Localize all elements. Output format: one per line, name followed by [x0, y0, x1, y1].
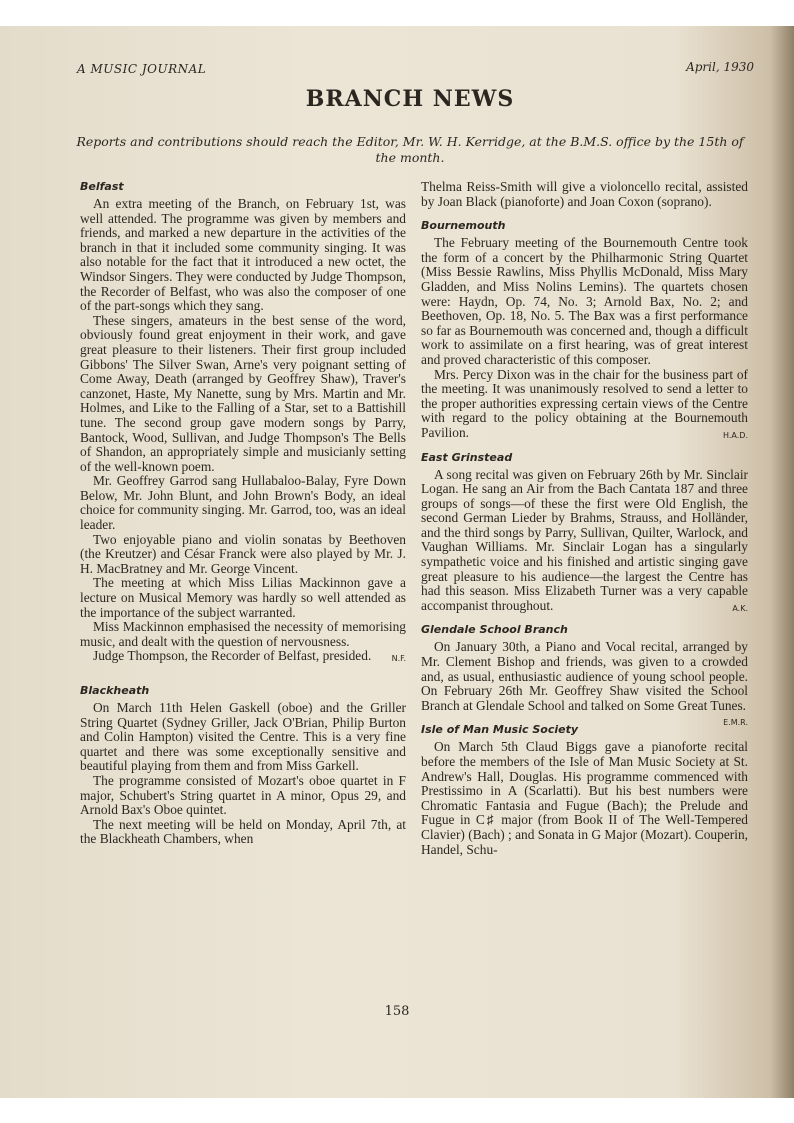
- issue-date: April, 1930: [686, 60, 754, 74]
- paragraph: Two enjoyable piano and violin sonatas by Beethoven (the Kreutzer) and César Franck were also played by Mr. J. H. MacBratney and Mr. George Vincent.: [80, 531, 406, 576]
- spacer: [421, 209, 748, 219]
- paragraph: On March 5th Claud Biggs gave a pianoforte recital before the members of the Isle of Man Music Society at St. Andrew's Hall, Douglas. His programme commenced with Prestissimo in A (Scarlatti). But his best numbers were Chromatic Fantasia and Fugue (Bach); the Prelude and Fugue in C♯ major (from Book II of The Well-Tempered Clavier) (Bach) ; and Sonata in G Major (Mozart). Couperin, Handel, Schu-: [421, 739, 748, 857]
- signature-initials: E.M.R.: [723, 718, 748, 728]
- section-heading-blackheath: Blackheath: [80, 684, 150, 697]
- signature-initials: A.K.: [732, 603, 748, 613]
- paragraph-text: Judge Thompson, the Recorder of Belfast, presided.: [93, 648, 372, 664]
- spacer: [421, 713, 748, 723]
- section-heading-bournemouth: Bournemouth: [421, 219, 506, 233]
- paragraph: Miss Mackinnon emphasised the necessity of memorising music, and dealt with the question of nervousness.: [80, 619, 406, 649]
- journal-name: A MUSIC JOURNAL: [77, 62, 207, 76]
- paragraph: [421, 639, 748, 728]
- column-left: [80, 180, 406, 847]
- section-heading-glendale: Glendale School Branch: [421, 623, 568, 637]
- paragraph: The February meeting of the Bournemouth Centre took the form of a concert by the Philharmonic String Quartet (Miss Bessie Rawlins, Miss Phyllis McDonald, Miss Mary Gladden, and Miss Nolins Lemins). The quartets chosen were: Haydn, Op. 74, No. 3; Arnold Bax, No. 2; and Beethoven, Op. 18, No. 5. The Bax was a first performance so far as Bournemouth was concerned and, though a difficult work to assimilate on a first hearing, was of great interest and proved characteristic of this composer.: [421, 235, 748, 367]
- section-heading-isle-of-man: Isle of Man Music Society: [421, 723, 579, 737]
- paragraph-text: A song recital was given on February 26th by Mr. Sinclair Logan. He sang an Air from the Bach Cantata 187 and three groups of songs—of these the first were Old English, the second German Lieder by Brahms, Strauss, and Holländer, and the third songs by Parry, Sullivan, Quilter, Warlock, and Vaughan Williams. Mr. Sinclair Logan has a singularly sympathetic voice and his finished and artistic singing gave great pleasure to his audience—the largest the Centre has had this season. Miss Elizabeth Turner was a very capable accompanist throughout.: [421, 466, 748, 613]
- section-heading-belfast: Belfast: [80, 180, 124, 193]
- editor-note: Reports and contributions should reach the Editor, Mr. W. H. Kerridge, at the B.M.S. office by the 15th of the month.: [76, 134, 744, 165]
- paragraph-text: Mrs. Percy Dixon was in the chair for the business part of the meeting. It was unanimously resolved to send a letter to the proper authorities expressing certain views of the Centre with regard to the policy obtaining at the Bournemouth Pavilion.: [421, 366, 748, 440]
- spacer: [80, 664, 406, 684]
- signature-initials: N.F.: [391, 654, 406, 664]
- signature-initials: H.A.D.: [723, 430, 748, 440]
- paragraph: These singers, amateurs in the best sense of the word, obviously found great enjoyment in their work, and gave great pleasure to their listeners. Their first group included Gibbons' The Silver Swan, Arne's very poignant setting of Come Away, Death (arranged by Geoffrey Shaw), Traver's canzonet, Haste, My Nanette, sung by Mrs. Martin and Mr. Holmes, and Like to the Falling of a Star, set to a Battishill tune. The second group gave modern songs by Parry, Bantock, Wood, Sullivan, and Judge Thompson's The Bells of Shandon, an appropriately simple and musicianly setting of the well-known poem.: [80, 312, 406, 474]
- paragraph: On March 11th Helen Gaskell (oboe) and the Griller String Quartet (Sydney Griller, Jack O'Brian, Philip Burton and Colin Hampton) visited the Centre. This is a very fine quartet and there was some exceptionally sensitive and beautiful playing from them and from Miss Garkell.: [80, 700, 406, 774]
- spacer: [421, 613, 748, 623]
- page-number: 158: [384, 1004, 410, 1019]
- paragraph: The next meeting will be held on Monday, April 7th, at the Blackheath Chambers, when: [80, 816, 406, 847]
- paragraph: [80, 649, 406, 664]
- paragraph: [421, 468, 748, 614]
- paragraph: The programme consisted of Mozart's oboe quartet in F major, Schubert's String quartet in A minor, Opus 29, and Arnold Bax's Oboe quintet.: [80, 772, 406, 818]
- paragraph: An extra meeting of the Branch, on February 1st, was well attended. The programme was given by members and friends, and marked a new departure in the activities of the branch in that it included some community singing. It was also notable for the fact that it introduced a new octet, the Windsor Singers. They were conducted by Judge Thompson, the Recorder of Belfast, who was also the composer of one of the part-songs which they sang.: [80, 196, 406, 314]
- spacer: [421, 441, 748, 451]
- paragraph-continued: Thelma Reiss-Smith will give a violoncello recital, assisted by Joan Black (pianoforte) and Joan Coxon (soprano).: [421, 179, 748, 209]
- paragraph: [421, 368, 748, 441]
- column-right: [421, 180, 748, 857]
- page-title: BRANCH NEWS: [305, 86, 515, 112]
- section-heading-east-grinstead: East Grinstead: [421, 450, 513, 464]
- paragraph: Mr. Geoffrey Garrod sang Hullabaloo-Balay, Fyre Down Below, Mr. John Blunt, and John Brown's Body, an ideal choice for community singing. Mr. Garrod, too, was an ideal leader.: [80, 473, 406, 533]
- paragraph: The meeting at which Miss Lilias Mackinnon gave a lecture on Musical Memory was hardly so well attended as the importance of the subject warranted.: [80, 575, 406, 620]
- paragraph-text: On January 30th, a Piano and Vocal recital, arranged by Mr. Clement Bishop and friends, was given to a crowded and, as usual, enthusiastic audience of young school people. On February 26th Mr. Geoffrey Shaw visited the School Branch at Glendale School and talked on Some Great Tunes.: [421, 639, 748, 713]
